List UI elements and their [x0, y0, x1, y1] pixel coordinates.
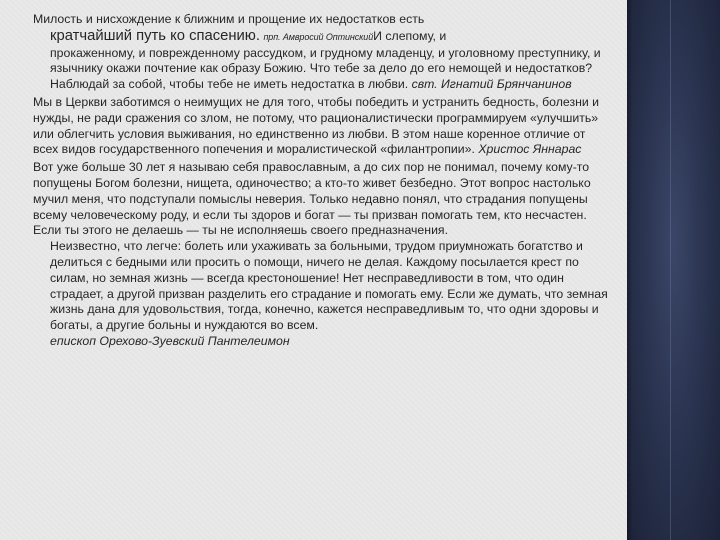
quote-2	[33, 46, 609, 93]
quote-3-author: Христос Яннарас	[478, 142, 582, 157]
quote-3-text: Мы в Церкви заботимся о неимущих не для того, чтобы победить и устранить бедность, болезни и нужды, не ради сражения со злом, не потому, что рационалистически программируем «улучшить» или облегчить условия выживания, но единственно из любви. В этом наше коренное отличие от всех видов государственного попечения и моралистической «филантропии».	[33, 94, 600, 157]
quote-4-continued	[33, 239, 609, 350]
quote-4-text-2: Неизвестно, что легче: болеть или ухаживать за больными, трудом приумножать богатство и делиться с бедными или просить о помощи, ничего не делая. Каждому посылается крест по силам, но земная жизнь — всегда крестоношение! Нет несправедливости в том, что один страдает, а другой призван разделить его страдание и помогать ему. Если же думать, что земная жизнь дана для удовольствия, тогда, конечно, кажется несправедливым то, что одни здоровы и богаты, а другие больны и нуждаются во всем.	[50, 239, 608, 333]
quote-2-author: свт. Игнатий Брянчанинов	[411, 77, 572, 92]
quote-3	[33, 95, 609, 158]
quote-1-continuation: И слепому, и	[373, 28, 447, 43]
quote-1-line1: Милость и нисхождение к ближним и прощение их недостатков есть	[33, 12, 425, 26]
quote-4-author: епископ Орехово-Зуевский Пантелеимон	[50, 333, 290, 348]
quote-1-highlight: кратчайший путь ко спасению.	[50, 27, 261, 44]
quote-4-text: Вот уже больше 30 лет я называю себя православным, а до сих пор не понимал, почему кому-то попущены Богом болезни, нищета, одиночество; а кто-то живет безбедно. Этот вопрос настолько мучил меня, что подступали помыслы неверия. Только недавно понял, что страдания попущены всему человеческому роду, и если ты здоров и богат — ты призван помогать тем, кто несчастен. Если ты этого не делаешь — ты не исполняешь своего предназначения.	[33, 160, 591, 238]
quote-2-text: прокаженному, и поврежденному рассудком, и грудному младенцу, и уголовному преступнику, и язычнику окажи почтение как образу Божию. Что тебе за дело до его немощей и недостатков? Наблюдай за собой, чтобы тебе не иметь недостатка в любви.	[50, 45, 601, 92]
quote-1	[33, 12, 609, 46]
quote-1-source: прп. Амвросий Оптинский	[263, 31, 374, 42]
quote-4	[33, 160, 609, 239]
quotes-text	[33, 12, 609, 350]
sidebar-rule	[670, 0, 671, 540]
decorative-sidebar	[627, 0, 720, 540]
